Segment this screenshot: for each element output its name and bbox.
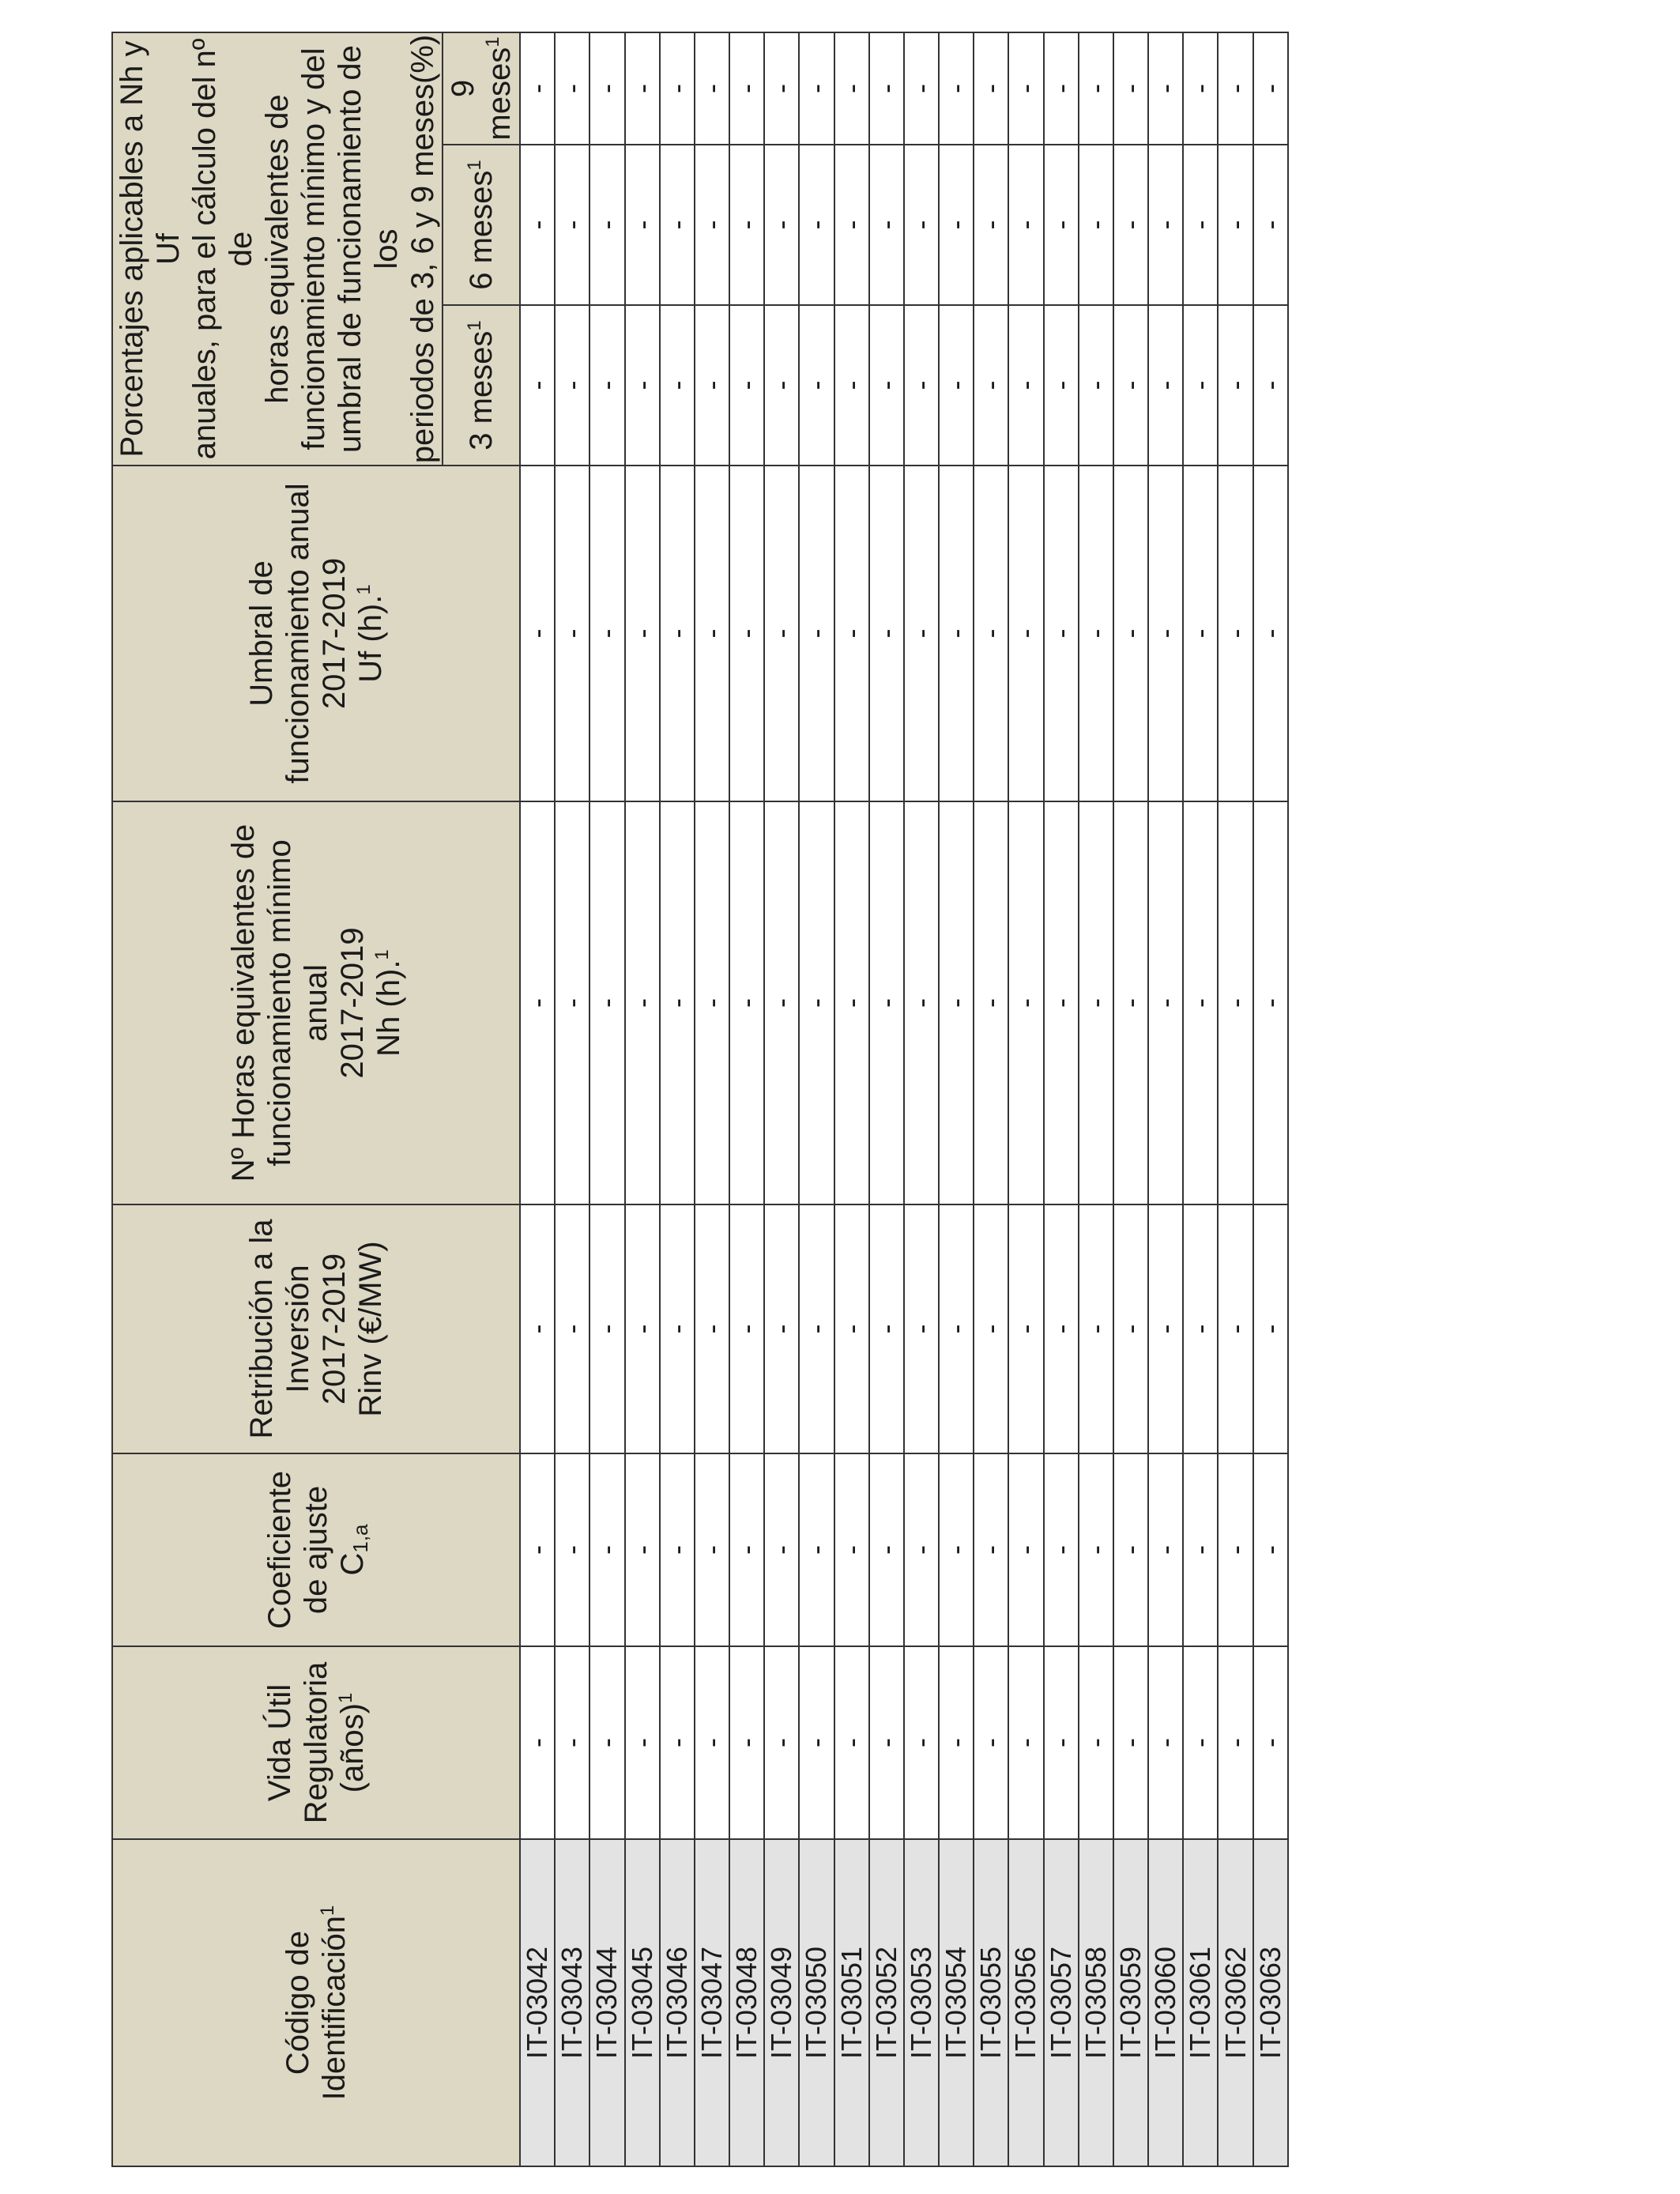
cell-vida-util: -	[695, 1646, 729, 1839]
cell-vida-util: -	[834, 1646, 869, 1839]
table-row	[695, 32, 729, 2166]
cell-umbral: -	[1044, 466, 1079, 801]
cell-horas: -	[590, 801, 624, 1204]
cell-horas: -	[834, 801, 869, 1204]
cell-9-meses: -	[625, 32, 660, 145]
cell-9-meses: -	[1113, 32, 1148, 145]
cell-6-meses: -	[590, 145, 624, 305]
header-retrib-line1: Retribución a la	[244, 1219, 279, 1439]
header-porcentajes	[112, 32, 443, 466]
cell-codigo: IT-03051	[834, 1839, 869, 2166]
cell-retribucion: -	[1044, 1204, 1079, 1453]
cell-coeficiente: -	[625, 1453, 660, 1646]
cell-9-meses: -	[974, 32, 1008, 145]
header-porc-line5: umbral de funcionamiento de los	[333, 45, 404, 453]
cell-vida-util: -	[764, 1646, 799, 1839]
header-codigo-line2: Identificación	[317, 1915, 352, 2101]
cell-horas: -	[764, 801, 799, 1204]
cell-coeficiente: -	[1079, 1453, 1113, 1646]
cell-3-meses: -	[1148, 305, 1183, 466]
table-row	[764, 32, 799, 2166]
cell-3-meses: -	[555, 305, 590, 466]
header-porc-line1: Porcentajes aplicables a Nh y Uf	[115, 40, 186, 458]
cell-retribucion: -	[1218, 1204, 1252, 1453]
cell-horas: -	[625, 801, 660, 1204]
header-retrib-line4: Rinv (€/MW)	[353, 1241, 388, 1417]
header-coef-symbol: C	[335, 1552, 370, 1576]
cell-6-meses: -	[834, 145, 869, 305]
cell-3-meses: -	[1113, 305, 1148, 466]
cell-vida-util: -	[590, 1646, 624, 1839]
cell-vida-util: -	[660, 1646, 695, 1839]
cell-9-meses: -	[590, 32, 624, 145]
cell-umbral: -	[1183, 466, 1218, 801]
cell-coeficiente: -	[660, 1453, 695, 1646]
cell-3-meses: -	[625, 305, 660, 466]
cell-coeficiente: -	[520, 1453, 555, 1646]
cell-vida-util: -	[904, 1646, 939, 1839]
cell-coeficiente: -	[1218, 1453, 1252, 1646]
cell-umbral: -	[520, 466, 555, 801]
cell-3-meses: -	[869, 305, 904, 466]
header-retrib-line3: 2017-2019	[317, 1253, 352, 1405]
table-row	[625, 32, 660, 2166]
cell-9-meses: -	[1079, 32, 1113, 145]
header-vida-line2: Regulatoria	[299, 1661, 333, 1824]
cell-horas: -	[974, 801, 1008, 1204]
header-umbral-line3: 2017-2019	[317, 557, 352, 710]
cell-vida-util: -	[1079, 1646, 1113, 1839]
cell-umbral: -	[799, 466, 834, 801]
cell-coeficiente: -	[1044, 1453, 1079, 1646]
cell-9-meses: -	[1183, 32, 1218, 145]
cell-retribucion: -	[764, 1204, 799, 1453]
header-porc-line6: periodos de 3, 6 y 9 meses(%)	[405, 34, 440, 464]
cell-codigo: IT-03053	[904, 1839, 939, 2166]
cell-umbral: -	[625, 466, 660, 801]
header-horas-line5: Nh (h).	[371, 959, 406, 1057]
cell-9-meses: -	[904, 32, 939, 145]
header-coef-line2: de ajuste	[299, 1485, 333, 1615]
cell-coeficiente: -	[590, 1453, 624, 1646]
cell-9-meses: -	[1253, 32, 1288, 145]
header-vida-line1: Vida Útil	[262, 1683, 297, 1802]
table-row	[1044, 32, 1079, 2166]
cell-vida-util: -	[1008, 1646, 1043, 1839]
cell-umbral: -	[695, 466, 729, 801]
cell-3-meses: -	[590, 305, 624, 466]
header-coeficiente	[112, 1453, 520, 1646]
cell-coeficiente: -	[729, 1453, 764, 1646]
cell-6-meses: -	[974, 145, 1008, 305]
cell-codigo: IT-03049	[764, 1839, 799, 2166]
cell-3-meses: -	[520, 305, 555, 466]
cell-6-meses: -	[764, 145, 799, 305]
cell-3-meses: -	[1218, 305, 1252, 466]
table-row	[1218, 32, 1252, 2166]
cell-6-meses: -	[904, 145, 939, 305]
table-row	[1183, 32, 1218, 2166]
header-porc-line3: horas equivalentes de	[260, 94, 295, 404]
cell-coeficiente: -	[1113, 1453, 1148, 1646]
cell-umbral: -	[1218, 466, 1252, 801]
cell-3-meses: -	[1183, 305, 1218, 466]
header-umbral-line2: funcionamiento anual	[281, 483, 315, 784]
cell-vida-util: -	[1148, 1646, 1183, 1839]
cell-6-meses: -	[1079, 145, 1113, 305]
header-horas-equivalentes	[112, 801, 520, 1204]
footnote-marker: 1	[464, 160, 485, 171]
cell-vida-util: -	[1183, 1646, 1218, 1839]
cell-9-meses: -	[729, 32, 764, 145]
header-porc-line2: anuales, para el cálculo del nº de	[187, 38, 258, 460]
cell-6-meses: -	[625, 145, 660, 305]
cell-codigo: IT-03059	[1113, 1839, 1148, 2166]
cell-horas: -	[1148, 801, 1183, 1204]
cell-umbral: -	[729, 466, 764, 801]
cell-vida-util: -	[974, 1646, 1008, 1839]
cell-3-meses: -	[974, 305, 1008, 466]
header-horas-line2: funcionamiento mínimo	[262, 839, 297, 1167]
cell-retribucion: -	[729, 1204, 764, 1453]
cell-codigo: IT-03050	[799, 1839, 834, 2166]
cell-3-meses: -	[834, 305, 869, 466]
cell-3-meses: -	[1044, 305, 1079, 466]
footnote-marker: 1	[482, 36, 503, 47]
header-3-meses-label: 3 meses	[464, 330, 499, 450]
cell-retribucion: -	[939, 1204, 974, 1453]
cell-6-meses: -	[729, 145, 764, 305]
cell-6-meses: -	[1183, 145, 1218, 305]
header-codigo	[112, 1839, 520, 2166]
cell-9-meses: -	[555, 32, 590, 145]
cell-umbral: -	[939, 466, 974, 801]
cell-9-meses: -	[1218, 32, 1252, 145]
footnote-marker: 1	[353, 584, 375, 595]
cell-3-meses: -	[695, 305, 729, 466]
cell-codigo: IT-03046	[660, 1839, 695, 2166]
table-row	[1008, 32, 1043, 2166]
cell-horas: -	[729, 801, 764, 1204]
cell-3-meses: -	[904, 305, 939, 466]
table-row	[799, 32, 834, 2166]
cell-codigo: IT-03052	[869, 1839, 904, 2166]
cell-3-meses: -	[799, 305, 834, 466]
cell-retribucion: -	[974, 1204, 1008, 1453]
table-row	[1079, 32, 1113, 2166]
cell-9-meses: -	[695, 32, 729, 145]
cell-coeficiente: -	[1253, 1453, 1288, 1646]
cell-6-meses: -	[869, 145, 904, 305]
table-row	[974, 32, 1008, 2166]
cell-9-meses: -	[1008, 32, 1043, 145]
cell-3-meses: -	[660, 305, 695, 466]
cell-coeficiente: -	[1183, 1453, 1218, 1646]
table-row	[834, 32, 869, 2166]
table-row	[1253, 32, 1288, 2166]
header-umbral	[112, 466, 520, 801]
cell-umbral: -	[1079, 466, 1113, 801]
cell-vida-util: -	[1044, 1646, 1079, 1839]
header-horas-line3: anual	[299, 964, 333, 1042]
cell-coeficiente: -	[799, 1453, 834, 1646]
table-row	[660, 32, 695, 2166]
cell-6-meses: -	[1044, 145, 1079, 305]
cell-horas: -	[660, 801, 695, 1204]
cell-retribucion: -	[869, 1204, 904, 1453]
cell-horas: -	[1079, 801, 1113, 1204]
cell-horas: -	[869, 801, 904, 1204]
footnote-marker: 1	[464, 320, 485, 331]
table-row	[904, 32, 939, 2166]
cell-retribucion: -	[555, 1204, 590, 1453]
cell-6-meses: -	[695, 145, 729, 305]
cell-codigo: IT-03055	[974, 1839, 1008, 2166]
cell-6-meses: -	[939, 145, 974, 305]
cell-codigo: IT-03057	[1044, 1839, 1079, 2166]
table-body	[520, 32, 1288, 2166]
cell-umbral: -	[1148, 466, 1183, 801]
cell-horas: -	[939, 801, 974, 1204]
cell-horas: -	[799, 801, 834, 1204]
cell-9-meses: -	[869, 32, 904, 145]
cell-codigo: IT-03044	[590, 1839, 624, 2166]
cell-vida-util: -	[1253, 1646, 1288, 1839]
header-9-meses-label: 9 meses	[446, 47, 517, 141]
header-coef-subscript: 1,a	[348, 1524, 372, 1553]
cell-horas: -	[1218, 801, 1252, 1204]
cell-horas: -	[1183, 801, 1218, 1204]
table-row	[869, 32, 904, 2166]
cell-coeficiente: -	[1148, 1453, 1183, 1646]
table-row	[520, 32, 555, 2166]
cell-retribucion: -	[1079, 1204, 1113, 1453]
cell-9-meses: -	[939, 32, 974, 145]
cell-vida-util: -	[520, 1646, 555, 1839]
cell-coeficiente: -	[869, 1453, 904, 1646]
cell-coeficiente: -	[1008, 1453, 1043, 1646]
cell-vida-util: -	[869, 1646, 904, 1839]
cell-codigo: IT-03045	[625, 1839, 660, 2166]
header-3-meses	[443, 305, 520, 466]
cell-coeficiente: -	[695, 1453, 729, 1646]
cell-umbral: -	[974, 466, 1008, 801]
cell-horas: -	[1008, 801, 1043, 1204]
cell-6-meses: -	[1148, 145, 1183, 305]
cell-umbral: -	[1253, 466, 1288, 801]
footnote-marker: 1	[371, 949, 393, 960]
cell-vida-util: -	[1113, 1646, 1148, 1839]
cell-6-meses: -	[660, 145, 695, 305]
table-row	[1148, 32, 1183, 2166]
cell-codigo: IT-03062	[1218, 1839, 1252, 2166]
cell-coeficiente: -	[939, 1453, 974, 1646]
cell-3-meses: -	[939, 305, 974, 466]
cell-9-meses: -	[1044, 32, 1079, 145]
cell-vida-util: -	[939, 1646, 974, 1839]
cell-9-meses: -	[799, 32, 834, 145]
cell-horas: -	[1113, 801, 1148, 1204]
cell-umbral: -	[590, 466, 624, 801]
cell-umbral: -	[869, 466, 904, 801]
cell-retribucion: -	[1148, 1204, 1183, 1453]
cell-umbral: -	[764, 466, 799, 801]
cell-6-meses: -	[1113, 145, 1148, 305]
cell-coeficiente: -	[904, 1453, 939, 1646]
cell-coeficiente: -	[974, 1453, 1008, 1646]
cell-6-meses: -	[1218, 145, 1252, 305]
cell-3-meses: -	[729, 305, 764, 466]
cell-retribucion: -	[590, 1204, 624, 1453]
cell-horas: -	[695, 801, 729, 1204]
header-coef-line1: Coeficiente	[262, 1470, 297, 1630]
table-row	[729, 32, 764, 2166]
cell-codigo: IT-03056	[1008, 1839, 1043, 2166]
header-vida-util	[112, 1646, 520, 1839]
cell-6-meses: -	[1008, 145, 1043, 305]
cell-horas: -	[904, 801, 939, 1204]
cell-retribucion: -	[1183, 1204, 1218, 1453]
header-6-meses-label: 6 meses	[464, 170, 499, 290]
cell-coeficiente: -	[764, 1453, 799, 1646]
cell-vida-util: -	[729, 1646, 764, 1839]
cell-9-meses: -	[834, 32, 869, 145]
cell-retribucion: -	[660, 1204, 695, 1453]
cell-horas: -	[555, 801, 590, 1204]
cell-retribucion: -	[799, 1204, 834, 1453]
cell-umbral: -	[555, 466, 590, 801]
cell-retribucion: -	[834, 1204, 869, 1453]
header-9-meses	[443, 32, 520, 145]
cell-9-meses: -	[764, 32, 799, 145]
header-row	[112, 32, 443, 2166]
cell-6-meses: -	[520, 145, 555, 305]
table-row	[939, 32, 974, 2166]
cell-retribucion: -	[625, 1204, 660, 1453]
cell-9-meses: -	[1148, 32, 1183, 145]
cell-horas: -	[520, 801, 555, 1204]
cell-6-meses: -	[555, 145, 590, 305]
table-row	[1113, 32, 1148, 2166]
cell-horas: -	[1044, 801, 1079, 1204]
header-retribucion	[112, 1204, 520, 1453]
cell-6-meses: -	[1253, 145, 1288, 305]
header-umbral-line4: Uf (h).	[353, 594, 388, 683]
cell-3-meses: -	[1253, 305, 1288, 466]
cell-umbral: -	[904, 466, 939, 801]
cell-codigo: IT-03063	[1253, 1839, 1288, 2166]
cell-6-meses: -	[799, 145, 834, 305]
cell-vida-util: -	[555, 1646, 590, 1839]
cell-retribucion: -	[1113, 1204, 1148, 1453]
table-row	[555, 32, 590, 2166]
cell-codigo: IT-03061	[1183, 1839, 1218, 2166]
cell-coeficiente: -	[555, 1453, 590, 1646]
header-6-meses	[443, 145, 520, 305]
cell-3-meses: -	[1008, 305, 1043, 466]
cell-codigo: IT-03047	[695, 1839, 729, 2166]
cell-3-meses: -	[764, 305, 799, 466]
cell-retribucion: -	[904, 1204, 939, 1453]
header-codigo-line1: Código de	[281, 1930, 315, 2075]
cell-vida-util: -	[625, 1646, 660, 1839]
cell-umbral: -	[834, 466, 869, 801]
cell-codigo: IT-03048	[729, 1839, 764, 2166]
cell-9-meses: -	[660, 32, 695, 145]
cell-3-meses: -	[1079, 305, 1113, 466]
header-umbral-line1: Umbral de	[244, 560, 279, 707]
rotated-table-container	[111, 33, 1289, 2167]
header-horas-line1: Nº Horas equivalentes de	[226, 824, 261, 1182]
cell-retribucion: -	[520, 1204, 555, 1453]
header-vida-line3: (años)	[335, 1702, 370, 1793]
cell-umbral: -	[660, 466, 695, 801]
cell-umbral: -	[1008, 466, 1043, 801]
footnote-marker: 1	[317, 1905, 338, 1916]
cell-codigo: IT-03060	[1148, 1839, 1183, 2166]
cell-vida-util: -	[799, 1646, 834, 1839]
header-porc-line4: funcionamiento mínimo y del	[296, 47, 331, 450]
cell-retribucion: -	[1008, 1204, 1043, 1453]
cell-retribucion: -	[695, 1204, 729, 1453]
cell-horas: -	[1253, 801, 1288, 1204]
footnote-marker: 1	[335, 1692, 356, 1703]
header-retrib-line2: Inversión	[281, 1265, 315, 1393]
cell-codigo: IT-03043	[555, 1839, 590, 2166]
cell-codigo: IT-03054	[939, 1839, 974, 2166]
cell-retribucion: -	[1253, 1204, 1288, 1453]
header-horas-line4: 2017-2019	[335, 927, 370, 1079]
cell-codigo: IT-03042	[520, 1839, 555, 2166]
cell-coeficiente: -	[834, 1453, 869, 1646]
cell-vida-util: -	[1218, 1646, 1252, 1839]
cell-codigo: IT-03058	[1079, 1839, 1113, 2166]
regulatory-parameters-table	[111, 32, 1289, 2167]
table-row	[590, 32, 624, 2166]
cell-9-meses: -	[520, 32, 555, 145]
cell-umbral: -	[1113, 466, 1148, 801]
